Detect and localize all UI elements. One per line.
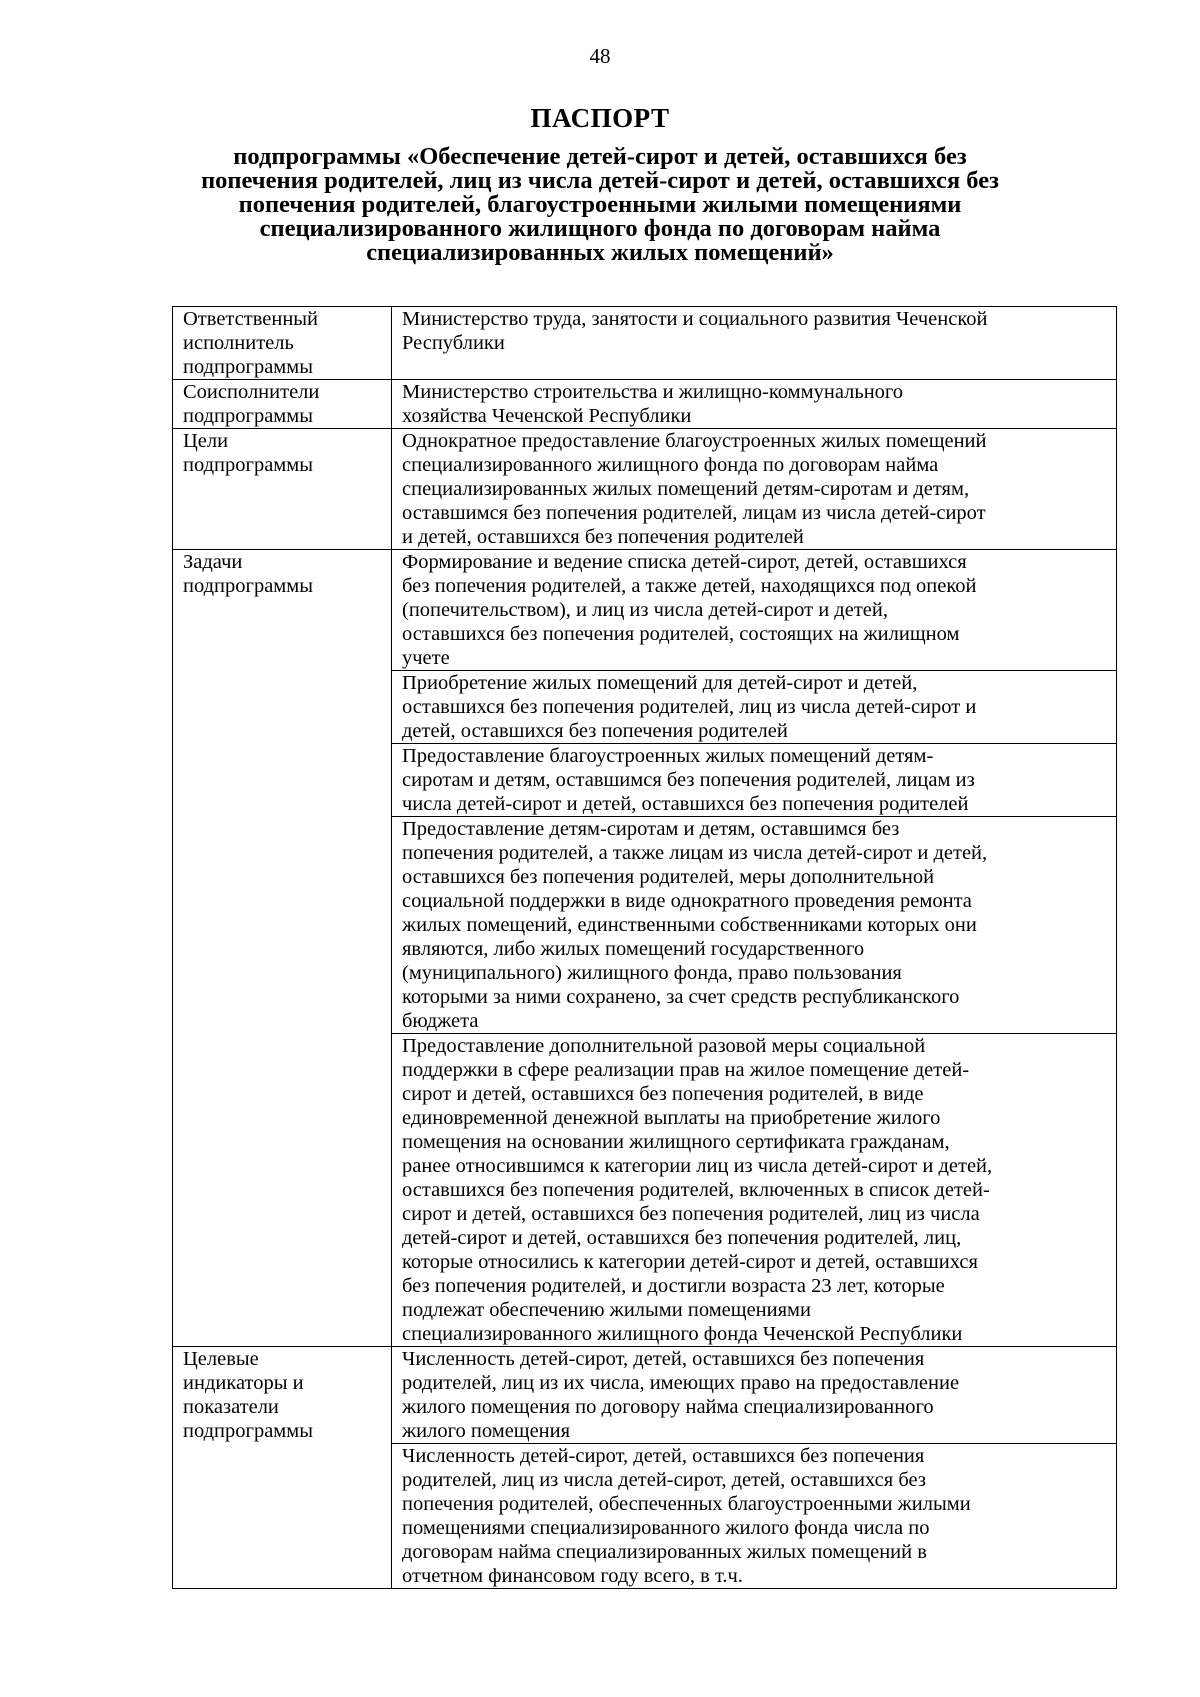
label-line: подпрограммы (183, 454, 314, 476)
label-line: Целевые (183, 1348, 259, 1370)
value-line: Предоставление детям-сиротам и детям, оставшимся без (402, 818, 900, 840)
subtitle-line: специализированного жилищного фонда по договорам найма (259, 215, 941, 242)
value-line: которые относились к категории детей-сирот и детей, оставшихся (402, 1251, 978, 1273)
value-line: оставшимся без попечения родителей, лицам из числа детей-сирот (402, 502, 986, 524)
value-line: попечения родителей, обеспеченных благоустроенными жилыми (402, 1493, 971, 1515)
label-line: исполнитель (183, 332, 294, 354)
value-line: Республики (402, 332, 505, 354)
table-row (173, 1347, 1117, 1444)
page-number: 48 (589, 44, 611, 68)
value-line: Предоставление дополнительной разовой меры социальной (402, 1035, 926, 1057)
value-line: Министерство строительства и жилищно-коммунального (402, 381, 904, 403)
value-line: единовременной денежной выплаты на приобретение жилого (402, 1107, 941, 1129)
row-value-task-1 (392, 550, 1117, 671)
row-value-task-4 (392, 817, 1117, 1034)
value-line: которыми за ними сохранено, за счет средств республиканского (402, 986, 960, 1008)
label-line: Соисполнители (183, 381, 320, 403)
value-line: Министерство труда, занятости и социального развития Чеченской (402, 308, 988, 330)
value-line: Приобретение жилых помещений для детей-сирот и детей, (402, 672, 918, 694)
label-line: подпрограммы (183, 405, 314, 427)
value-line: детей, оставшихся без попечения родителей (402, 720, 788, 742)
value-line: помещения на основании жилищного сертификата гражданам, (402, 1131, 950, 1153)
value-line: Однократное предоставление благоустроенных жилых помещений (402, 430, 987, 452)
label-line: подпрограммы (183, 575, 314, 597)
value-line: учете (402, 647, 450, 669)
row-value-task-2 (392, 671, 1117, 744)
value-line: Численность детей-сирот, детей, оставшихся без попечения (402, 1445, 925, 1467)
value-line: Предоставление благоустроенных жилых помещений детям- (402, 745, 934, 767)
row-value-responsible-executor (392, 307, 1117, 380)
table-row (173, 307, 1117, 380)
value-line: оставшихся без попечения родителей, лиц из числа детей-сирот и (402, 696, 977, 718)
table-row (173, 380, 1117, 429)
label-line: Ответственный (183, 308, 319, 330)
value-line: специализированного жилищного фонда по договорам найма (402, 454, 939, 476)
row-label-tasks (173, 550, 392, 1347)
value-line: бюджета (402, 1010, 479, 1032)
value-line: специализированных жилых помещений детям-сиротам и детям, (402, 478, 970, 500)
document-title: ПАСПОРТ (530, 103, 670, 133)
value-line: без попечения родителей, и достигли возраста 23 лет, которые (402, 1275, 945, 1297)
subtitle-line: попечения родителей, благоустроенными жилыми помещениями (238, 191, 962, 218)
row-value-indicator-2 (392, 1444, 1117, 1589)
value-line: социальной поддержки в виде однократного проведения ремонта (402, 890, 972, 912)
value-line: родителей, лиц из числа детей-сирот, детей, оставшихся без (402, 1469, 926, 1491)
row-value-indicator-1 (392, 1347, 1117, 1444)
value-line: (муниципального) жилищного фонда, право пользования (402, 962, 902, 984)
value-line: отчетном финансовом году всего, в т.ч. (402, 1565, 743, 1587)
value-line: сирот и детей, оставшихся без попечения родителей, лиц из числа (402, 1203, 980, 1225)
value-line: ранее относившимся к категории лиц из числа детей-сирот и детей, (402, 1155, 993, 1177)
row-label-co-executors (173, 380, 392, 429)
label-line: показатели (183, 1396, 279, 1418)
row-label-responsible-executor (173, 307, 392, 380)
value-line: специализированного жилищного фонда Чеченской Республики (402, 1323, 963, 1345)
value-line: и детей, оставшихся без попечения родителей (402, 526, 804, 548)
value-line: Численность детей-сирот, детей, оставшихся без попечения (402, 1348, 925, 1370)
row-value-task-3 (392, 744, 1117, 817)
value-line: (попечительством), и лиц из числа детей-сирот и детей, (402, 599, 888, 621)
row-value-co-executors (392, 380, 1117, 429)
value-line: поддержки в сфере реализации прав на жилое помещение детей- (402, 1059, 970, 1081)
value-line: договорам найма специализированных жилых помещений в (402, 1541, 927, 1563)
value-line: подлежат обеспечению жилыми помещениями (402, 1299, 811, 1321)
value-line: детей-сирот и детей, оставшихся без попечения родителей, лиц, (402, 1227, 962, 1249)
value-line: помещениями специализированного жилого фонда числа по (402, 1517, 930, 1539)
document-subtitle (170, 145, 1030, 265)
subtitle-line: подпрограммы «Обеспечение детей-сирот и детей, оставшихся без (233, 143, 967, 170)
value-line: попечения родителей, а также лицам из числа детей-сирот и детей, (402, 842, 988, 864)
value-line: без попечения родителей, а также детей, находящихся под опекой (402, 575, 977, 597)
row-value-goals (392, 429, 1117, 550)
subtitle-line: специализированных жилых помещений» (366, 239, 834, 266)
label-line: Цели (183, 430, 229, 452)
value-line: являются, либо жилых помещений государственного (402, 938, 865, 960)
value-line: оставшихся без попечения родителей, включенных в список детей- (402, 1179, 990, 1201)
label-line: Задачи (183, 551, 243, 573)
table-row (173, 429, 1117, 550)
value-line: жилого помещения (402, 1420, 571, 1442)
label-line: подпрограммы (183, 1420, 314, 1442)
value-line: оставшихся без попечения родителей, меры дополнительной (402, 866, 935, 888)
value-line: сирот и детей, оставшихся без попечения родителей, в виде (402, 1083, 924, 1105)
value-line: сиротам и детям, оставшимся без попечения родителей, лицам из (402, 769, 975, 791)
row-label-goals (173, 429, 392, 550)
row-label-indicators (173, 1347, 392, 1589)
value-line: числа детей-сирот и детей, оставшихся без попечения родителей (402, 793, 969, 815)
value-line: жилого помещения по договору найма специализированного (402, 1396, 934, 1418)
value-line: родителей, лиц из их числа, имеющих право на предоставление (402, 1372, 960, 1394)
row-value-task-5 (392, 1034, 1117, 1347)
label-line: подпрограммы (183, 356, 314, 378)
label-line: индикаторы и (183, 1372, 304, 1394)
subtitle-line: попечения родителей, лиц из числа детей-сирот и детей, оставшихся без (201, 167, 999, 194)
table-row (173, 550, 1117, 671)
passport-table (172, 306, 1117, 1589)
value-line: хозяйства Чеченской Республики (402, 405, 692, 427)
value-line: жилых помещений, единственными собственниками которых они (402, 914, 977, 936)
value-line: Формирование и ведение списка детей-сирот, детей, оставшихся (402, 551, 967, 573)
value-line: оставшихся без попечения родителей, состоящих на жилищном (402, 623, 960, 645)
